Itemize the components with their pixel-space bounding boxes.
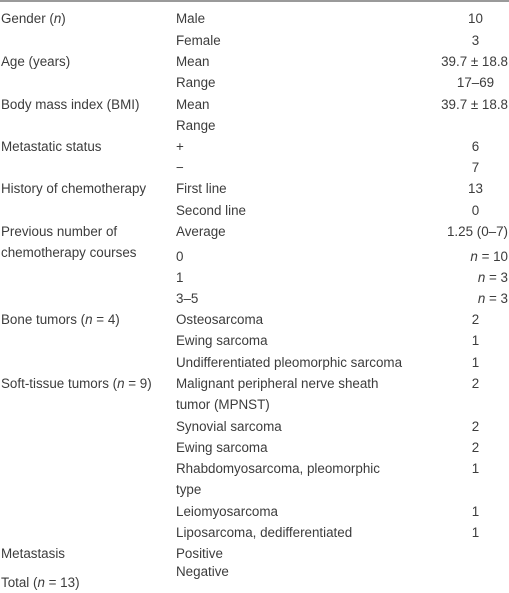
row-label: Total (n = 13) xyxy=(1,575,80,590)
row-value-text: 39.7 ± 18.8 xyxy=(441,54,508,69)
row-sublabel: Mean xyxy=(176,54,210,69)
row-value-text: n = 3 xyxy=(477,270,508,285)
row-label: Gender (n) xyxy=(1,11,66,26)
row-label: Previous number of chemotherapy courses xyxy=(1,224,137,260)
row-sublabel: 3–5 xyxy=(176,291,199,306)
row-value-text: 10 xyxy=(468,11,483,26)
row-value xyxy=(388,94,508,115)
row-sublabel: Mean xyxy=(176,97,210,112)
row-label: History of chemotherapy xyxy=(1,181,147,196)
row-sublabel: Positive xyxy=(176,546,223,561)
row-label: Soft-tissue tumors (n = 9) xyxy=(1,376,152,391)
row-value xyxy=(388,157,508,178)
row-value-text: 3 xyxy=(471,33,480,48)
row-label: Body mass index (BMI) xyxy=(1,97,140,112)
row-sublabel: Average xyxy=(176,224,226,239)
row-sublabel: Range xyxy=(176,118,216,133)
row-value xyxy=(388,458,508,479)
row-sublabel: Female xyxy=(176,33,221,48)
row-value-text: 1 xyxy=(471,525,480,540)
row-sublabel: Liposarcoma, dedifferentiated xyxy=(176,525,353,540)
row-sublabel: Second line xyxy=(176,203,246,218)
row-value xyxy=(388,522,508,543)
row-value-text: 2 xyxy=(471,376,480,391)
row-value-text: 1 xyxy=(471,355,480,370)
row-value-text: 2 xyxy=(471,419,480,434)
row-value-text: 7 xyxy=(471,160,480,175)
row-value-text: n = 3 xyxy=(477,291,508,306)
row-sublabel: 1 xyxy=(176,270,184,285)
row-value xyxy=(388,330,508,351)
row-value xyxy=(388,501,508,522)
row-value-text: 6 xyxy=(471,139,480,154)
row-value-text: 2 xyxy=(471,440,480,455)
row-sublabel: Rhabdomyosarcoma, pleomorphic type xyxy=(176,461,380,497)
row-value xyxy=(388,51,508,72)
row-sublabel: Synovial sarcoma xyxy=(176,419,282,434)
row-value-text: 0 xyxy=(471,203,480,218)
row-value-text: n = 10 xyxy=(470,249,508,264)
row-value xyxy=(388,288,508,309)
row-sublabel: Ewing sarcoma xyxy=(176,333,268,348)
row-label: Metastasis xyxy=(1,546,65,561)
row-sublabel: Range xyxy=(176,75,216,90)
row-sublabel: Osteosarcoma xyxy=(176,312,264,327)
table-top-rule xyxy=(0,0,509,2)
row-sublabel: Undifferentiated pleomorphic sarcoma xyxy=(176,355,403,370)
row-value xyxy=(388,8,508,29)
row-value xyxy=(388,178,508,199)
row-value-text: 1 xyxy=(471,333,480,348)
row-value-text: 1.25 (0–7) xyxy=(446,224,508,239)
row-value xyxy=(388,200,508,221)
row-label: Metastatic status xyxy=(1,139,102,154)
row-value xyxy=(388,136,508,157)
row-value xyxy=(388,373,508,394)
row-value xyxy=(388,437,508,458)
row-sublabel: + xyxy=(176,139,184,154)
row-value xyxy=(388,246,508,267)
row-value-text: 2 xyxy=(471,312,480,327)
row-sublabel: Male xyxy=(176,11,206,26)
table-row xyxy=(0,573,509,590)
row-value xyxy=(388,352,508,373)
row-value xyxy=(388,309,508,330)
row-value xyxy=(388,72,508,93)
row-value xyxy=(388,30,508,51)
row-value xyxy=(388,267,508,288)
row-value-text: 1 xyxy=(471,504,480,519)
row-sublabel: Malignant peripheral nerve sheath tumor (MPNST) xyxy=(176,376,379,412)
row-label: Age (years) xyxy=(1,54,71,69)
row-value-text: 17–69 xyxy=(456,75,495,90)
row-sublabel: First line xyxy=(176,181,227,196)
row-value-text: 13 xyxy=(468,181,483,196)
row-sublabel: Leiomyosarcoma xyxy=(176,504,278,519)
row-sublabel: Ewing sarcoma xyxy=(176,440,268,455)
row-value-text: 39.7 ± 18.8 xyxy=(441,97,508,112)
row-sublabel: Negative xyxy=(176,564,229,579)
row-sublabel: 0 xyxy=(176,249,184,264)
row-label: Bone tumors (n = 4) xyxy=(1,312,120,327)
row-value xyxy=(388,221,508,242)
row-value xyxy=(388,416,508,437)
row-value-text: 1 xyxy=(471,461,480,476)
row-sublabel: − xyxy=(176,160,184,175)
